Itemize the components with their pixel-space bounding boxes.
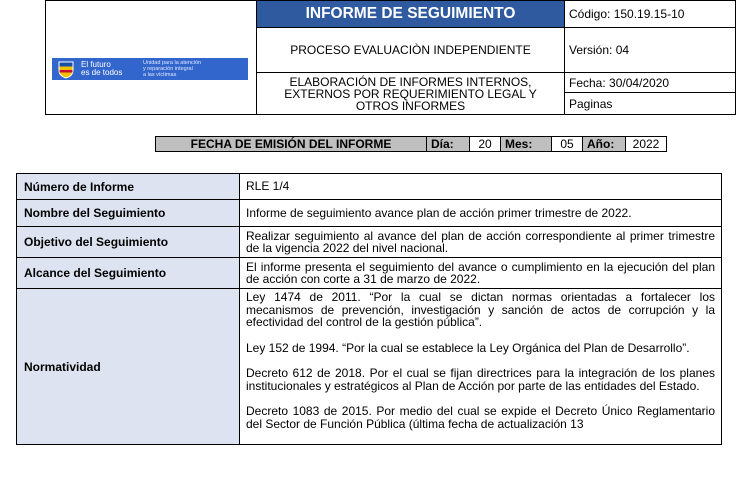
institution-logo <box>52 58 248 80</box>
regulation-paragraph: Ley 1474 de 2011. “Por la cual se dictan normas orientadas a fortalecer los mecanismos de prevención, investigación y sanción de actos de corrupción y la efectividad del control de la gestión pública”. <box>246 290 715 329</box>
document-version: Versión: 04 <box>565 28 736 73</box>
year-value: 2022 <box>626 137 667 152</box>
logo-slogan-line1: El futuro <box>81 60 111 69</box>
regulations-value <box>240 289 722 445</box>
logo-slogan-line2: es de todos <box>81 68 123 77</box>
year-label: Año: <box>583 137 626 152</box>
report-details-table <box>16 173 722 445</box>
regulations-label: Normatividad <box>17 289 240 445</box>
report-number-label: Número de Informe <box>17 174 240 200</box>
process-name: PROCESO EVALUACIÒN INDEPENDIENTE <box>257 28 565 73</box>
coat-of-arms-icon <box>57 59 75 79</box>
table-row <box>17 200 722 227</box>
document-date: Fecha: 30/04/2020 <box>565 73 736 93</box>
scope-value: El informe presenta el seguimiento del avance o cumplimiento en la ejecución del plan de acción con corte a 31 de marzo de 2022. <box>240 258 722 289</box>
procedure-line3: OTROS INFORMES <box>355 98 466 113</box>
tracking-name-label: Nombre del Seguimiento <box>17 200 240 227</box>
logo-slogan <box>81 61 143 77</box>
day-value: 20 <box>470 137 501 152</box>
table-row <box>17 258 722 289</box>
procedure-line1: ELABORACIÓN DE INFORMES INTERNOS, <box>289 74 532 89</box>
tracking-name-value: Informe de seguimiento avance plan de acción primer trimestre de 2022. <box>240 200 722 227</box>
objective-label: Objetivo del Seguimiento <box>17 227 240 258</box>
logo-tagline <box>143 60 233 78</box>
regulation-paragraph: Decreto 612 de 2018. Por el cual se fijan directrices para la integración de los planes institucionales y estratégicos al Plan de Acción por parte de las entidades del Estado. <box>246 366 715 393</box>
day-label: Día: <box>427 137 470 152</box>
header-table <box>45 0 736 115</box>
logo-cell <box>46 1 257 115</box>
table-row <box>17 289 722 445</box>
logo-tagline-line2: y reparación integral <box>143 66 193 72</box>
document-code: Código: 150.19.15-10 <box>565 1 736 28</box>
emission-label: FECHA DE EMISIÓN DEL INFORME <box>156 137 427 152</box>
table-row <box>17 174 722 200</box>
procedure-name <box>257 73 565 115</box>
report-title: INFORME DE SEGUIMIENTO <box>257 1 565 28</box>
logo-tagline-line1: Unidad para la atención <box>143 60 202 66</box>
scope-label: Alcance del Seguimiento <box>17 258 240 289</box>
objective-value: Realizar seguimiento al avance del plan de acción correspondiente al primer trimestre de la vigencia 2022 del nivel nacional. <box>240 227 722 258</box>
month-value: 05 <box>552 137 583 152</box>
regulation-paragraph: Ley 152 de 1994. “Por la cual se establece la Ley Orgánica del Plan de Desarrollo”. <box>246 340 690 355</box>
logo-tagline-line3: a las víctimas <box>143 72 177 78</box>
table-row <box>17 227 722 258</box>
emission-date-table <box>155 136 667 152</box>
report-number-value: RLE 1/4 <box>240 174 722 200</box>
regulation-paragraph: Decreto 1083 de 2015. Por medio del cual se expide el Decreto Único Reglamentario del Sector de Función Pública (última fecha de actualización 13 <box>246 404 715 431</box>
procedure-line2: EXTERNOS POR REQUERIMIENTO LEGAL Y <box>284 86 537 101</box>
month-label: Mes: <box>501 137 552 152</box>
document-pages: Paginas <box>565 93 736 115</box>
